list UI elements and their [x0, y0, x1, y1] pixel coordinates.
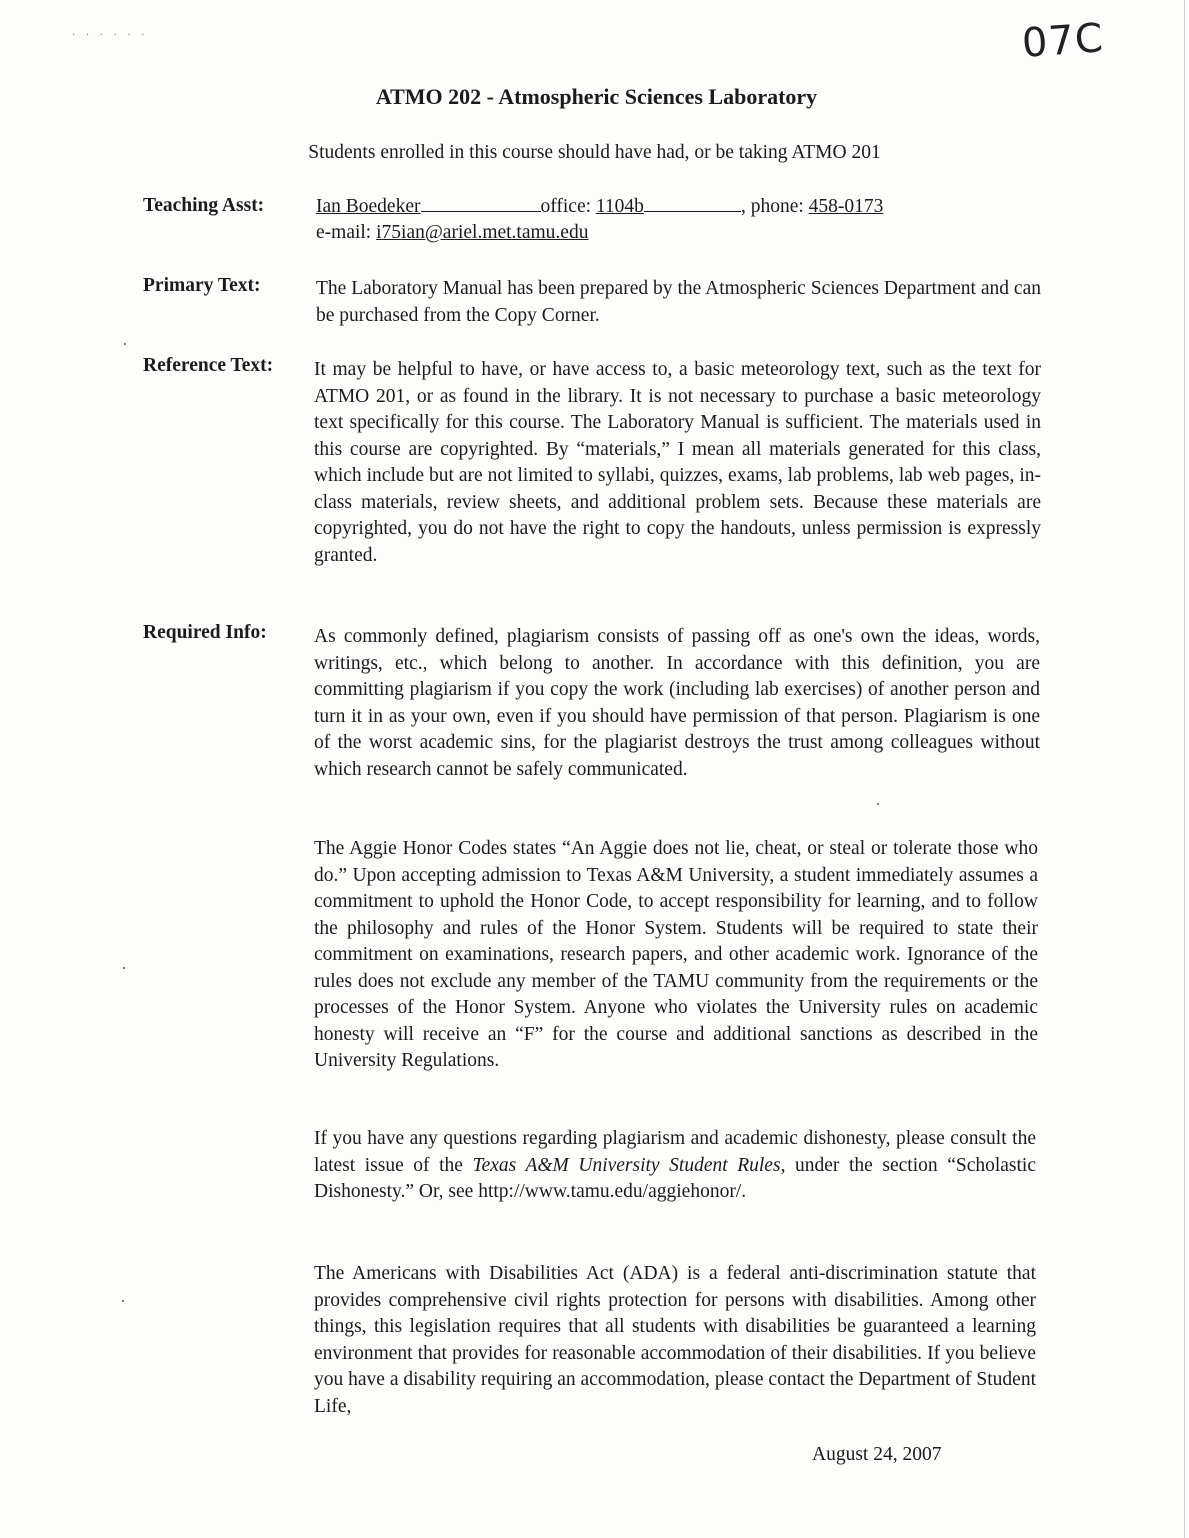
scan-dot: [124, 343, 126, 345]
document-date: August 24, 2007: [812, 1444, 942, 1465]
scan-edge-line: [1184, 0, 1185, 1538]
required-info-para-ada: The Americans with Disabilities Act (ADA) is a federal anti-discrimination statute that provides comprehensive civil rights protection for persons with disabilities. Among other things, this legislation requires that all students with disabilities be guaranteed a learning environment that provides for reasonable accommodation of their disabilities. If you believe you have a disability requiring an accommodation, please contact the Department of Student Life,: [314, 1263, 1036, 1417]
page-subtitle: Students enrolled in this course should have had, or be taking ATMO 201: [308, 142, 881, 163]
ta-email: i75ian@ariel.met.tamu.edu: [376, 222, 589, 243]
ta-office-label: office:: [540, 196, 596, 217]
ta-office: 1104b: [595, 196, 644, 217]
questions-text-b: , under the section “Scholastic Dishonesty.” Or, see http://www.tamu.edu/aggiehonor/.: [314, 1154, 1037, 1202]
required-info-label: Required Info:: [143, 622, 267, 643]
ta-phone-label: , phone:: [740, 196, 809, 217]
ta-name-blank: [421, 195, 541, 212]
required-info-para-questions: [314, 1126, 1036, 1206]
ta-phone: 458-0173: [808, 196, 884, 217]
teaching-asst-line: [316, 195, 883, 218]
teaching-asst-label: Teaching Asst:: [143, 195, 265, 216]
scan-dot: [877, 803, 879, 805]
primary-text-body: The Laboratory Manual has been prepared by the Atmospheric Sciences Department and can be purchased from the Copy Corner.: [316, 278, 1041, 326]
required-info-para-plagiarism: As commonly defined, plagiarism consists of passing off as one's own the ideas, words, writings, etc., which belong to another. In accordance with this definition, you are committing plagiarism if you copy the work (including lab exercises) of another person and turn it in as your own, even if you should have permission of that person. Plagiarism is one of the worst academic sins, for the plagiarist destroys the trust among colleagues without which research cannot be safely communicated.: [314, 626, 1040, 780]
handwritten-stamp: 07C: [1020, 15, 1106, 67]
scan-dot: [122, 1300, 124, 1302]
student-rules-title: Texas A&M University Student Rules: [472, 1154, 781, 1176]
ta-name: Ian Boedeker: [316, 196, 421, 217]
primary-text-label: Primary Text:: [143, 275, 261, 296]
ta-email-label: e-mail:: [316, 222, 377, 243]
page-title: ATMO 202 - Atmospheric Sciences Laboratory: [375, 84, 818, 109]
reference-text-body: It may be helpful to have, or have access to, a basic meteorology text, such as the text for ATMO 201, or as found in the library. It is not necessary to purchase a basic meteorology text specifically for this course. The Laboratory Manual is sufficient. The materials used in this course are copyrighted. By “materials,” I mean all materials generated for this class, which include but are not limited to syllabi, quizzes, exams, lab problems, lab web pages, in-class materials, review sheets, and additional problem sets. Because these materials are copyrighted, you do not have the right to copy the handouts, unless permission is expressly granted.: [314, 359, 1041, 566]
teaching-asst-email-line: [316, 222, 588, 244]
reference-text-label: Reference Text:: [143, 355, 274, 376]
scan-dot: [123, 967, 125, 969]
required-info-para-honor-code: The Aggie Honor Codes states “An Aggie does not lie, cheat, or steal or tolerate those who do.” Upon accepting admission to Texas A&M University, a student immediately assumes a commitment to uphold the Honor Code, to accept responsibility for learning, and to follow the philosophy and rules of the Honor System. Students will be required to state their commitment on examinations, research papers, and other academic work. Ignorance of the rules does not exclude any member of the TAMU community from the requirements or the processes of the Honor System. Anyone who violates the University rules on academic honesty will receive an “F” for the course and additional sanctions as described in the University Regulations.: [314, 838, 1038, 1071]
questions-text-a: If you have any questions regarding plagiarism and academic dishonesty, please consult the latest issue of the: [314, 1128, 1036, 1176]
ta-office-blank: [644, 195, 741, 212]
scan-specks: · · · · · ·: [72, 30, 149, 41]
